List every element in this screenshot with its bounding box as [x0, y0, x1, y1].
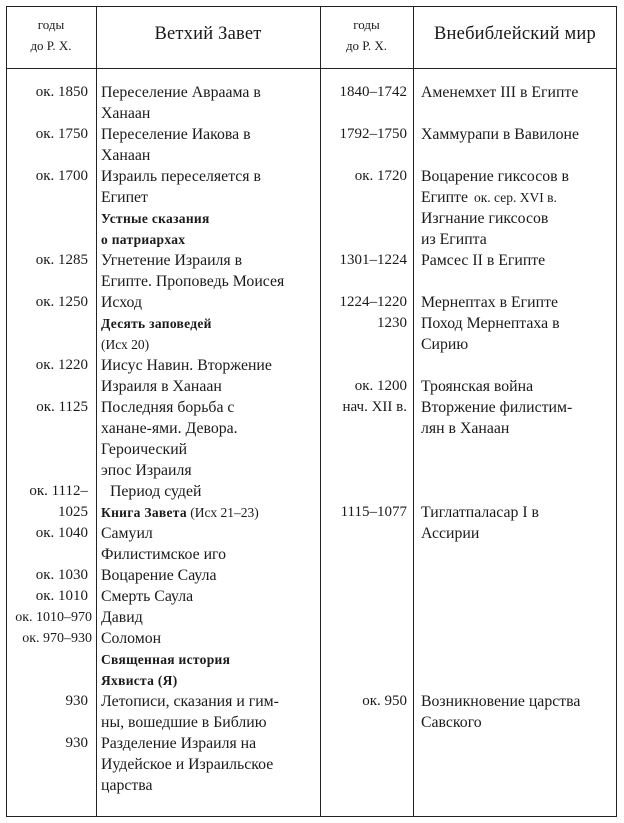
world-event-2: Хаммурапи в Вавилоне — [421, 126, 579, 143]
ot-event-15: Разделение Израиля на Иудейское и Израильское царства — [101, 735, 274, 794]
ot-covenant-line — [101, 502, 259, 523]
world-event-3-date: ок. сер. XVI в. — [474, 190, 557, 205]
header-ot-years: годы до Р. Х. — [30, 17, 72, 53]
ot-year-14: 930 — [65, 693, 88, 709]
header-divider — [6, 68, 617, 69]
ot-heading-ten-commandments: Десять заповедей — [101, 316, 212, 331]
ot-event-3: Израиль переселяется в Египет — [101, 168, 261, 206]
world-event-4: Рамсес II в Египте — [421, 252, 546, 269]
world-year-1: 1840–1742 — [339, 84, 407, 100]
ot-year-10: ок. 1030 — [35, 567, 88, 583]
ot-event-12: Давид — [101, 609, 143, 626]
world-event-3: Воцарение гиксосов в Египте — [421, 168, 569, 206]
world-event-1: Аменемхет III в Египте — [421, 84, 579, 101]
ot-year-2: ок. 1750 — [35, 126, 88, 142]
ot-ref-exodus-20: (Исх 20) — [101, 337, 150, 352]
ot-event-10: Воцарение Саула — [101, 567, 217, 584]
ot-ref-exodus-21-23: (Исх 21–23) — [186, 505, 259, 520]
ot-year-3: ок. 1700 — [35, 168, 88, 184]
world-year-2: 1792–1750 — [339, 126, 407, 142]
header-world-title: Внебиблейский мир — [434, 24, 596, 44]
world-year-7: 1115–1077 — [340, 504, 407, 520]
column-divider-middle — [320, 6, 321, 817]
ot-year-15: 930 — [65, 735, 88, 751]
ot-event-7: Последняя борьба с ханане-ями. Девора. Героический эпос Израиля — [101, 399, 238, 479]
ot-year-5: ок. 1250 — [35, 294, 88, 310]
world-year-5: 1224–1220 1230 — [339, 294, 407, 331]
ot-event-2: Переселение Иакова в Ханаан — [101, 126, 251, 164]
ot-heading-covenant-book: Книга Завета — [101, 505, 187, 520]
header-world-years: годы до Р. Х. — [345, 17, 388, 53]
column-divider-ot-years — [96, 6, 97, 817]
ot-year-4: ок. 1285 — [35, 252, 88, 268]
ot-event-4: Угнетение Израиля в Египте. Проповедь Моисея — [101, 252, 285, 290]
ot-year-8: ок. 1112– 1025 — [29, 483, 88, 520]
world-event-5: Мернептах в Египте Поход Мернептаха в Сирию — [421, 294, 560, 353]
ot-year-11: ок. 1010 — [35, 588, 88, 604]
ot-event-14: Летописи, сказания и гим- ны, вошедшие в Библию — [101, 693, 279, 731]
column-divider-world-years — [413, 6, 414, 817]
ot-event-6: Иисус Навин. Вторжение Израиля в Ханаан — [101, 357, 272, 395]
world-event-3-expulsion: Изгнание гиксосов из Египта — [421, 210, 549, 248]
ot-year-1: ок. 1850 — [35, 84, 88, 100]
world-event-7: Тиглатпаласар I в Ассирии — [421, 504, 540, 542]
ot-event-1: Переселение Авраама в Ханаан — [101, 84, 261, 122]
world-event-6: Троянская война Вторжение филистим- лян в Ханаан — [421, 378, 573, 437]
ot-event-11: Смерть Саула — [101, 588, 194, 605]
header-ot-title: Ветхий Завет — [154, 24, 262, 44]
ot-year-6: ок. 1220 — [35, 357, 88, 373]
ot-heading-oral-traditions: Устные сказания о патриархах — [101, 211, 210, 247]
ot-event-5: Исход — [101, 294, 142, 311]
ot-year-12: ок. 1010–970 — [15, 610, 92, 625]
ot-heading-yahwist: Священная история Яхвиста (Я) — [101, 652, 231, 688]
ot-year-7: ок. 1125 — [36, 399, 88, 415]
ot-event-13: Соломон — [101, 630, 162, 647]
ot-year-9: ок. 1040 — [35, 525, 88, 541]
world-year-4: 1301–1224 — [339, 252, 407, 268]
world-year-3: ок. 1720 — [354, 168, 407, 184]
world-year-6: ок. 1200 нач. XII в. — [342, 378, 407, 415]
ot-event-8: Период судей — [110, 483, 202, 500]
ot-event-9: Самуил Филистимское иго — [101, 525, 227, 563]
world-year-8: ок. 950 — [362, 693, 407, 709]
world-event-8: Возникновение царства Савского — [421, 693, 581, 731]
ot-year-13: ок. 970–930 — [22, 631, 92, 646]
